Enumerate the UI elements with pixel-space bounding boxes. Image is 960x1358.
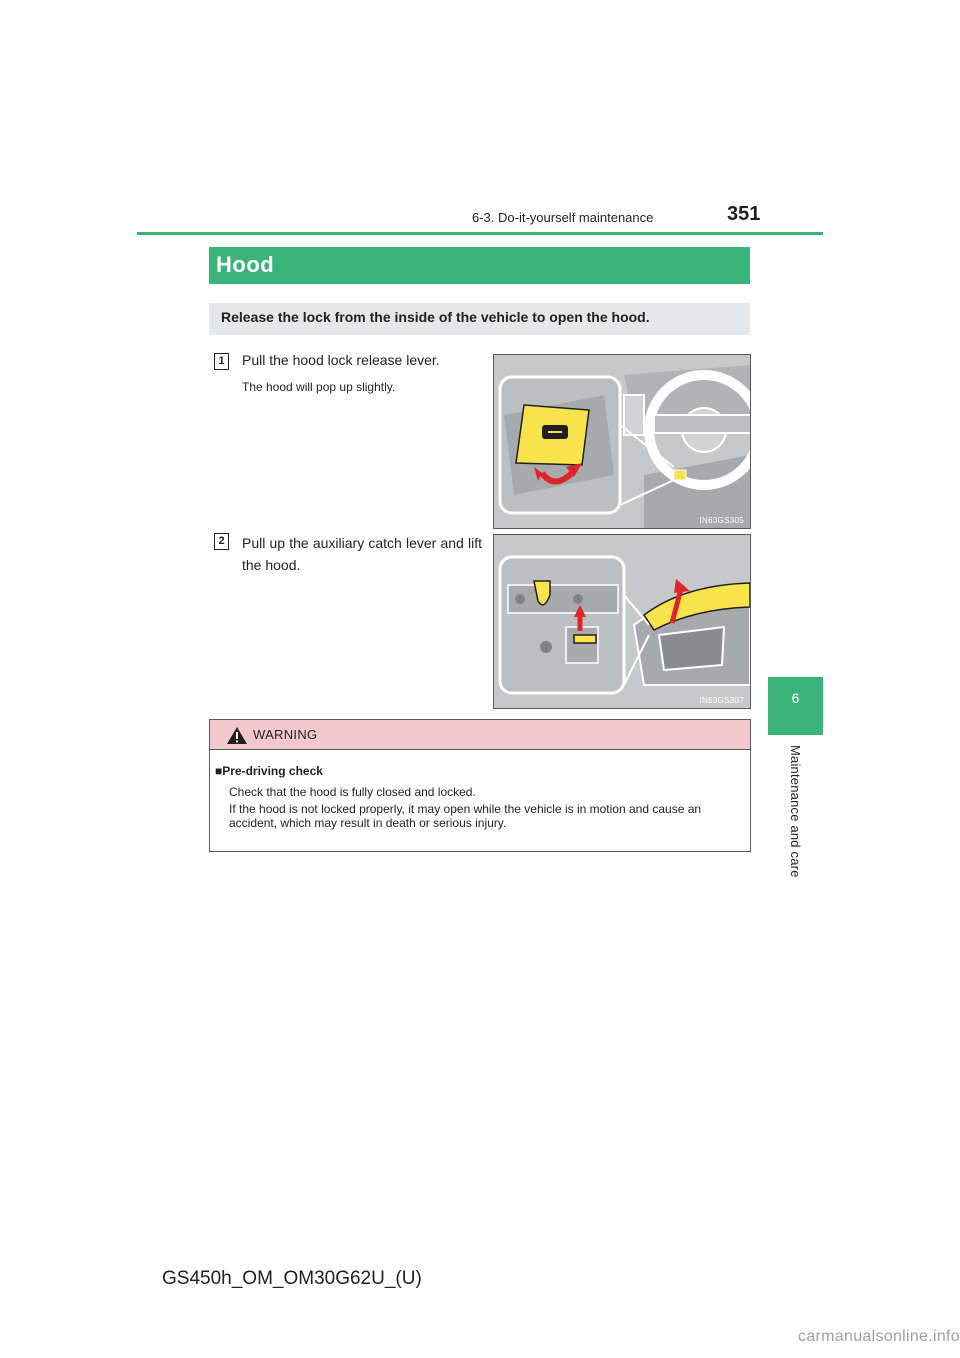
figure-2-code: IN63GS307: [699, 696, 744, 705]
chapter-number: 6: [791, 690, 800, 706]
warning-triangle-icon: [226, 726, 248, 750]
chapter-label: Maintenance and care: [788, 745, 803, 878]
document-code: GS450h_OM_OM30G62U_(U): [162, 1268, 422, 1289]
chapter-tab: [768, 677, 823, 735]
section-title: 6-3. Do-it-yourself maintenance: [472, 210, 654, 225]
warning-label: WARNING: [253, 727, 318, 742]
warning-subhead: ■Pre-driving check: [215, 764, 323, 778]
figure-hood-release-lever: [493, 354, 751, 529]
auxiliary-catch-illustration: [494, 535, 750, 708]
step-2-text: Pull up the auxiliary catch lever and lift the hood.: [242, 535, 482, 573]
header-rule: [137, 232, 823, 235]
square-bullet-icon: ■: [215, 764, 223, 778]
figure-1-code: IN63GS305: [699, 516, 744, 525]
title-bar: [209, 247, 750, 284]
step-1-note: The hood will pop up slightly.: [242, 380, 396, 394]
page-title: Hood: [216, 252, 275, 277]
step-1-text: Pull the hood lock release lever.: [242, 352, 440, 368]
step-2-number: 2: [214, 533, 229, 550]
hood-release-lever-illustration: [494, 355, 750, 528]
step-1-number: 1: [214, 353, 229, 370]
intro-text: Release the lock from the inside of the vehicle to open the hood.: [221, 309, 650, 325]
watermark: carmanualsonline.info: [798, 1328, 960, 1345]
warning-text-1: Check that the hood is fully closed and locked.: [229, 785, 476, 799]
page-number: 351: [727, 203, 761, 225]
figure-auxiliary-catch-lever: [493, 534, 751, 709]
warning-text-2: If the hood is not locked properly, it may open while the vehicle is in motion and cause an accident, which may result in death or serious injury.: [229, 802, 702, 830]
